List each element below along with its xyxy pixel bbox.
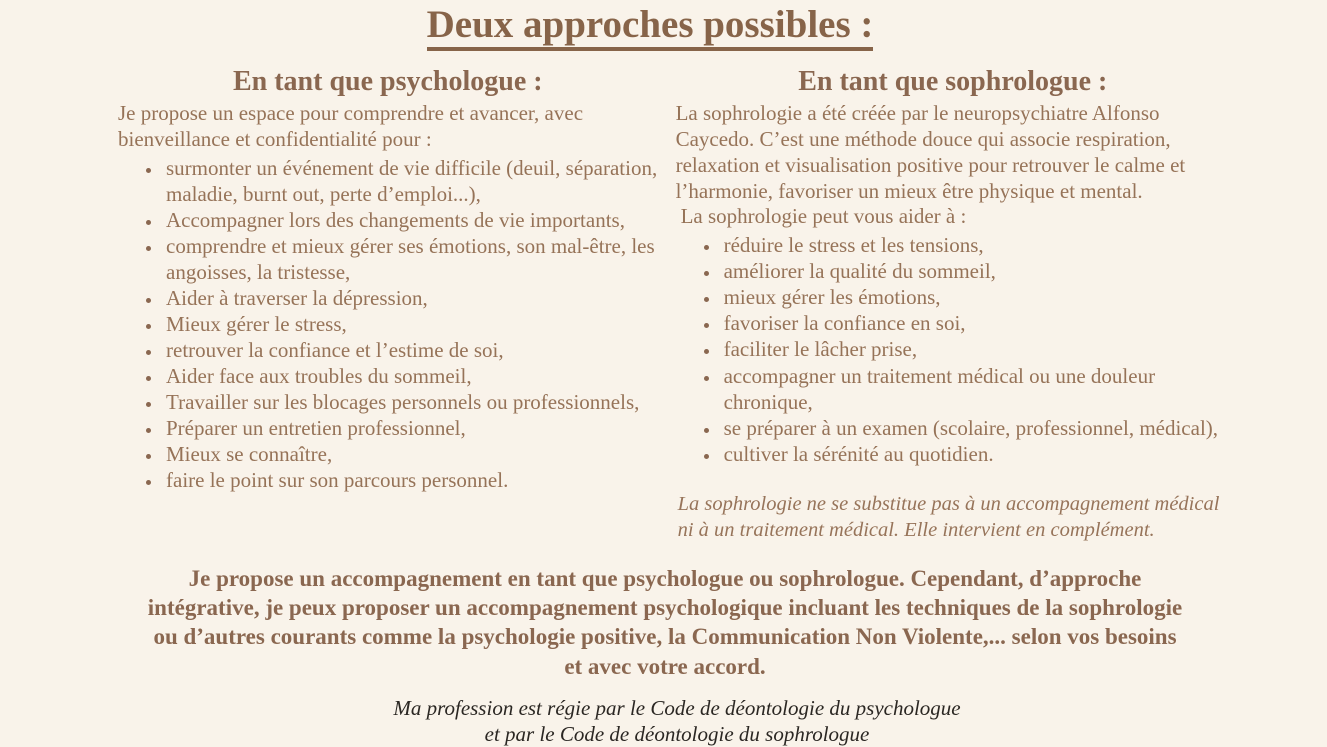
list-item: • améliorer la qualité du sommeil,: [721, 258, 1230, 284]
page-title-wrap: [0, 0, 1300, 51]
psychologue-bullet-list: [118, 155, 658, 493]
psychologue-heading: En tant que psychologue :: [232, 65, 543, 97]
integrative-statement: Je propose un accompagnement en tant que psychologue ou sophrologue. Cependant, d’approche intégrative, je peux proposer un accompagnement psychologique incluant les techniques de la sophrologie ou d’autres courants comme la psychologie positive, la Communication Non Violente,... selon vos besoins et avec votre accord.: [147, 565, 1183, 679]
sophrologue-section: [676, 67, 1230, 544]
list-item: • Mieux se connaître,: [163, 441, 658, 467]
deontologie-line-2: et par le Code de déontologie du sophrologue: [484, 721, 870, 746]
list-item: • favoriser la confiance en soi,: [721, 310, 1230, 336]
list-item: • faire le point sur son parcours personnel.: [163, 467, 658, 493]
deontologie-note: [27, 695, 1327, 747]
list-item: • Aider à traverser la dépression,: [163, 285, 658, 311]
list-item: • mieux gérer les émotions,: [721, 284, 1230, 310]
list-item: • comprendre et mieux gérer ses émotions, son mal-être, les angoisses, la tristesse,: [163, 233, 658, 285]
list-item: • cultiver la sérénité au quotidien.: [721, 441, 1230, 467]
list-item: • Aider face aux troubles du sommeil,: [163, 363, 658, 389]
list-item: • faciliter le lâcher prise,: [721, 336, 1230, 362]
deontologie-line-1: Ma profession est régie par le Code de déontologie du psychologue: [393, 695, 961, 720]
sophrologue-heading: En tant que sophrologue :: [798, 65, 1108, 97]
list-item: • Mieux gérer le stress,: [163, 311, 658, 337]
list-item: • retrouver la confiance et l’estime de soi,: [163, 337, 658, 363]
list-item: • Préparer un entretien professionnel,: [163, 415, 658, 441]
list-item: • surmonter un événement de vie difficile (deuil, séparation, maladie, burnt out, perte d’emploi...),: [163, 155, 658, 207]
psychologue-intro: Je propose un espace pour comprendre et avancer, avec bienveillance et confidentialité pour :: [118, 100, 584, 151]
sophrologue-list-intro: La sophrologie peut vous aider à :: [680, 204, 967, 229]
sophrologue-intro: La sophrologie a été créée par le neuropsychiatre Alfonso Caycedo. C’est une méthode douce qui associe respiration, relaxation et visualisation positive pour retrouver le calme et l’harmonie, favoriser un mieux être physique et mental.: [675, 100, 1186, 203]
list-item: • se préparer à un examen (scolaire, professionnel, médical),: [721, 415, 1230, 441]
sophrologue-bullet-list: [676, 232, 1230, 466]
two-column-layout: [0, 67, 1300, 544]
list-item: • Travailler sur les blocages personnels ou professionnels,: [163, 389, 658, 415]
page-title: Deux approches possibles :: [427, 5, 874, 51]
list-item: • réduire le stress et les tensions,: [721, 232, 1230, 258]
list-item: • Accompagner lors des changements de vie importants,: [163, 207, 658, 233]
sophrologue-disclaimer: La sophrologie ne se substitue pas à un accompagnement médical ni à un traitement médical. Elle intervient en complément.: [677, 492, 1220, 542]
psychologue-section: [118, 67, 658, 544]
list-item: • accompagner un traitement médical ou une douleur chronique,: [721, 363, 1230, 415]
